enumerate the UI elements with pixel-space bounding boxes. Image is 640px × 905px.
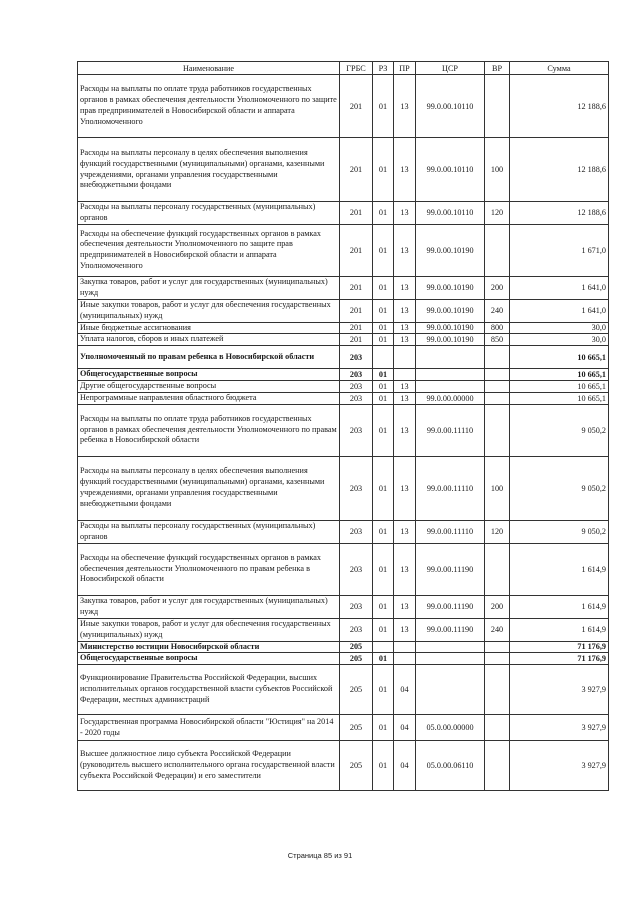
- cell-vr: 850: [485, 334, 510, 346]
- table-row: [78, 741, 609, 791]
- cell-sum: 10 665,1: [510, 392, 609, 404]
- cell-name: Расходы на выплаты персоналу государственных (муниципальных) органов: [78, 202, 340, 225]
- cell-csr: 99.0.00.10190: [416, 224, 485, 276]
- table-row: [78, 715, 609, 741]
- cell-vr: 120: [485, 520, 510, 543]
- table-row: [78, 404, 609, 456]
- header-vr: ВР: [485, 62, 510, 75]
- cell-csr: 99.0.00.11110: [416, 456, 485, 520]
- cell-grbs: 203: [340, 456, 373, 520]
- table-row: [78, 138, 609, 202]
- header-csr: ЦСР: [416, 62, 485, 75]
- cell-name: Расходы на выплаты по оплате труда работников государственных органов в рамках обеспечения деятельности Уполномоченного по правам ребенка в Новосибирской области: [78, 404, 340, 456]
- table-row: [78, 392, 609, 404]
- cell-sum: 10 665,1: [510, 369, 609, 381]
- table-row: [78, 641, 609, 653]
- cell-csr: 99.0.00.10190: [416, 276, 485, 299]
- cell-vr: [485, 404, 510, 456]
- cell-vr: [485, 346, 510, 369]
- cell-pr: 13: [394, 202, 416, 225]
- cell-rz: 01: [373, 653, 394, 665]
- table-row: [78, 665, 609, 715]
- cell-pr: 13: [394, 322, 416, 334]
- table-row: [78, 369, 609, 381]
- cell-sum: 3 927,9: [510, 715, 609, 741]
- cell-csr: 99.0.00.10110: [416, 75, 485, 138]
- cell-pr: [394, 653, 416, 665]
- cell-rz: 01: [373, 75, 394, 138]
- cell-rz: 01: [373, 276, 394, 299]
- cell-rz: 01: [373, 299, 394, 322]
- cell-grbs: 201: [340, 75, 373, 138]
- cell-grbs: 205: [340, 741, 373, 791]
- cell-name: Уполномоченный по правам ребенка в Новосибирской области: [78, 346, 340, 369]
- cell-rz: 01: [373, 224, 394, 276]
- cell-grbs: 205: [340, 665, 373, 715]
- cell-sum: 10 665,1: [510, 380, 609, 392]
- cell-sum: 1 641,0: [510, 276, 609, 299]
- cell-grbs: 205: [340, 653, 373, 665]
- cell-grbs: 203: [340, 380, 373, 392]
- cell-pr: [394, 641, 416, 653]
- cell-name: Функционирование Правительства Российской Федерации, высших исполнительных органов государственной власти субъектов Российской Федерации, местных администраций: [78, 665, 340, 715]
- cell-rz: [373, 641, 394, 653]
- cell-pr: 13: [394, 618, 416, 641]
- cell-vr: 100: [485, 138, 510, 202]
- cell-name: Иные бюджетные ассигнования: [78, 322, 340, 334]
- cell-grbs: 203: [340, 618, 373, 641]
- cell-pr: 13: [394, 276, 416, 299]
- cell-name: Министерство юстиции Новосибирской области: [78, 641, 340, 653]
- cell-csr: 99.0.00.10110: [416, 202, 485, 225]
- cell-name: Расходы на выплаты персоналу государственных (муниципальных) органов: [78, 520, 340, 543]
- cell-sum: 9 050,2: [510, 456, 609, 520]
- header-pr: ПР: [394, 62, 416, 75]
- cell-name: Общегосударственные вопросы: [78, 653, 340, 665]
- cell-grbs: 203: [340, 346, 373, 369]
- cell-sum: 30,0: [510, 322, 609, 334]
- cell-pr: 04: [394, 665, 416, 715]
- table-row: [78, 380, 609, 392]
- cell-csr: [416, 369, 485, 381]
- cell-name: Государственная программа Новосибирской области "Юстиция" на 2014 - 2020 годы: [78, 715, 340, 741]
- table-row: [78, 202, 609, 225]
- cell-rz: 01: [373, 715, 394, 741]
- cell-pr: 13: [394, 456, 416, 520]
- table-row: [78, 75, 609, 138]
- cell-sum: 30,0: [510, 334, 609, 346]
- cell-pr: 13: [394, 75, 416, 138]
- page-number: Страница 85 из 91: [287, 851, 353, 860]
- cell-sum: 1 614,9: [510, 543, 609, 595]
- cell-grbs: 203: [340, 404, 373, 456]
- table-row: [78, 543, 609, 595]
- table-header-row: [78, 62, 609, 75]
- table-row: [78, 520, 609, 543]
- cell-name: Общегосударственные вопросы: [78, 369, 340, 381]
- cell-sum: 3 927,9: [510, 665, 609, 715]
- cell-vr: [485, 641, 510, 653]
- header-grbs: ГРБС: [340, 62, 373, 75]
- cell-sum: 9 050,2: [510, 520, 609, 543]
- cell-sum: 1 614,9: [510, 618, 609, 641]
- table-row: [78, 653, 609, 665]
- cell-grbs: 201: [340, 224, 373, 276]
- cell-sum: 71 176,9: [510, 653, 609, 665]
- cell-csr: [416, 665, 485, 715]
- cell-vr: [485, 653, 510, 665]
- cell-name: Другие общегосударственные вопросы: [78, 380, 340, 392]
- cell-vr: 200: [485, 276, 510, 299]
- cell-grbs: 205: [340, 641, 373, 653]
- cell-vr: 100: [485, 456, 510, 520]
- cell-grbs: 203: [340, 520, 373, 543]
- cell-name: Закупка товаров, работ и услуг для государственных (муниципальных) нужд: [78, 276, 340, 299]
- cell-name: Расходы на обеспечение функций государственных органов в рамках обеспечения деятельности Уполномоченного по защите прав предпринимателей в Новосибирской области и аппарата Уполномоченного: [78, 224, 340, 276]
- cell-name: Высшее должностное лицо субъекта Российской Федерации (руководитель высшего исполнительного органа государственной власти субъекта Российской Федерации) и его заместители: [78, 741, 340, 791]
- cell-csr: 99.0.00.11190: [416, 543, 485, 595]
- cell-pr: 13: [394, 138, 416, 202]
- cell-rz: [373, 346, 394, 369]
- cell-rz: 01: [373, 665, 394, 715]
- cell-pr: 04: [394, 715, 416, 741]
- cell-grbs: 205: [340, 715, 373, 741]
- table-row: [78, 456, 609, 520]
- cell-csr: [416, 380, 485, 392]
- cell-csr: [416, 653, 485, 665]
- cell-csr: [416, 641, 485, 653]
- table-row: [78, 299, 609, 322]
- cell-pr: 13: [394, 595, 416, 618]
- table-row: [78, 322, 609, 334]
- cell-vr: 240: [485, 299, 510, 322]
- cell-vr: [485, 75, 510, 138]
- cell-vr: 240: [485, 618, 510, 641]
- cell-name: Иные закупки товаров, работ и услуг для обеспечения государственных (муниципальных) нужд: [78, 618, 340, 641]
- cell-pr: [394, 369, 416, 381]
- cell-name: Иные закупки товаров, работ и услуг для обеспечения государственных (муниципальных) нужд: [78, 299, 340, 322]
- cell-vr: [485, 741, 510, 791]
- cell-csr: [416, 346, 485, 369]
- cell-csr: 05.0.00.06110: [416, 741, 485, 791]
- cell-csr: 05.0.00.00000: [416, 715, 485, 741]
- cell-rz: 01: [373, 741, 394, 791]
- cell-csr: 99.0.00.11110: [416, 404, 485, 456]
- table-row: [78, 334, 609, 346]
- cell-csr: 99.0.00.11190: [416, 618, 485, 641]
- cell-vr: [485, 380, 510, 392]
- cell-pr: 13: [394, 404, 416, 456]
- cell-grbs: 201: [340, 276, 373, 299]
- cell-rz: 01: [373, 202, 394, 225]
- budget-table: [77, 61, 609, 791]
- cell-sum: 12 188,6: [510, 75, 609, 138]
- cell-vr: [485, 665, 510, 715]
- cell-pr: 13: [394, 392, 416, 404]
- cell-pr: 13: [394, 224, 416, 276]
- cell-grbs: 201: [340, 334, 373, 346]
- cell-name: Расходы на выплаты персоналу в целях обеспечения выполнения функций государственными (муниципальными) органами, казенными учреждениями, органами управления государственными внебюджетными фондами: [78, 138, 340, 202]
- cell-grbs: 201: [340, 322, 373, 334]
- header-rz: РЗ: [373, 62, 394, 75]
- cell-rz: 01: [373, 138, 394, 202]
- cell-rz: 01: [373, 520, 394, 543]
- cell-vr: 120: [485, 202, 510, 225]
- cell-grbs: 203: [340, 392, 373, 404]
- header-sum: Сумма: [510, 62, 609, 75]
- table-row: [78, 346, 609, 369]
- cell-csr: 99.0.00.11190: [416, 595, 485, 618]
- table-row: [78, 595, 609, 618]
- cell-sum: 71 176,9: [510, 641, 609, 653]
- cell-grbs: 203: [340, 369, 373, 381]
- cell-rz: 01: [373, 392, 394, 404]
- cell-name: Расходы на выплаты персоналу в целях обеспечения выполнения функций государственными (муниципальными) органами, казенными учреждениями, органами управления государственными внебюджетными фондами: [78, 456, 340, 520]
- cell-rz: 01: [373, 334, 394, 346]
- cell-pr: 13: [394, 334, 416, 346]
- cell-csr: 99.0.00.10190: [416, 334, 485, 346]
- cell-name: Расходы на обеспечение функций государственных органов в рамках обеспечения деятельности Уполномоченного по правам ребенка в Новосибирской области: [78, 543, 340, 595]
- cell-pr: 04: [394, 741, 416, 791]
- cell-grbs: 201: [340, 299, 373, 322]
- cell-sum: 12 188,6: [510, 202, 609, 225]
- cell-csr: 99.0.00.10190: [416, 322, 485, 334]
- table-row: [78, 276, 609, 299]
- cell-vr: [485, 543, 510, 595]
- cell-pr: 13: [394, 380, 416, 392]
- cell-sum: 3 927,9: [510, 741, 609, 791]
- cell-grbs: 203: [340, 595, 373, 618]
- cell-rz: 01: [373, 369, 394, 381]
- table-row: [78, 224, 609, 276]
- cell-rz: 01: [373, 380, 394, 392]
- cell-rz: 01: [373, 322, 394, 334]
- cell-sum: 9 050,2: [510, 404, 609, 456]
- cell-name: Уплата налогов, сборов и иных платежей: [78, 334, 340, 346]
- cell-pr: [394, 346, 416, 369]
- cell-rz: 01: [373, 618, 394, 641]
- cell-sum: 1 614,9: [510, 595, 609, 618]
- cell-vr: 200: [485, 595, 510, 618]
- cell-rz: 01: [373, 404, 394, 456]
- cell-vr: [485, 224, 510, 276]
- cell-vr: [485, 715, 510, 741]
- cell-pr: 13: [394, 520, 416, 543]
- cell-csr: 99.0.00.00000: [416, 392, 485, 404]
- cell-name: Расходы на выплаты по оплате труда работников государственных органов в рамках обеспечения деятельности Уполномоченного по защите прав предпринимателей в Новосибирской области и аппарата Уполномоченного: [78, 75, 340, 138]
- cell-sum: 1 671,0: [510, 224, 609, 276]
- cell-pr: 13: [394, 299, 416, 322]
- cell-vr: [485, 369, 510, 381]
- cell-grbs: 201: [340, 138, 373, 202]
- table-row: [78, 618, 609, 641]
- cell-sum: 12 188,6: [510, 138, 609, 202]
- cell-rz: 01: [373, 456, 394, 520]
- header-name: Наименование: [78, 62, 340, 75]
- cell-name: Непрограммные направления областного бюджета: [78, 392, 340, 404]
- cell-name: Закупка товаров, работ и услуг для государственных (муниципальных) нужд: [78, 595, 340, 618]
- cell-csr: 99.0.00.10190: [416, 299, 485, 322]
- cell-csr: 99.0.00.10110: [416, 138, 485, 202]
- cell-vr: 800: [485, 322, 510, 334]
- cell-pr: 13: [394, 543, 416, 595]
- cell-rz: 01: [373, 595, 394, 618]
- cell-rz: 01: [373, 543, 394, 595]
- cell-grbs: 201: [340, 202, 373, 225]
- cell-sum: 1 641,0: [510, 299, 609, 322]
- cell-grbs: 203: [340, 543, 373, 595]
- cell-vr: [485, 392, 510, 404]
- cell-sum: 10 665,1: [510, 346, 609, 369]
- cell-csr: 99.0.00.11110: [416, 520, 485, 543]
